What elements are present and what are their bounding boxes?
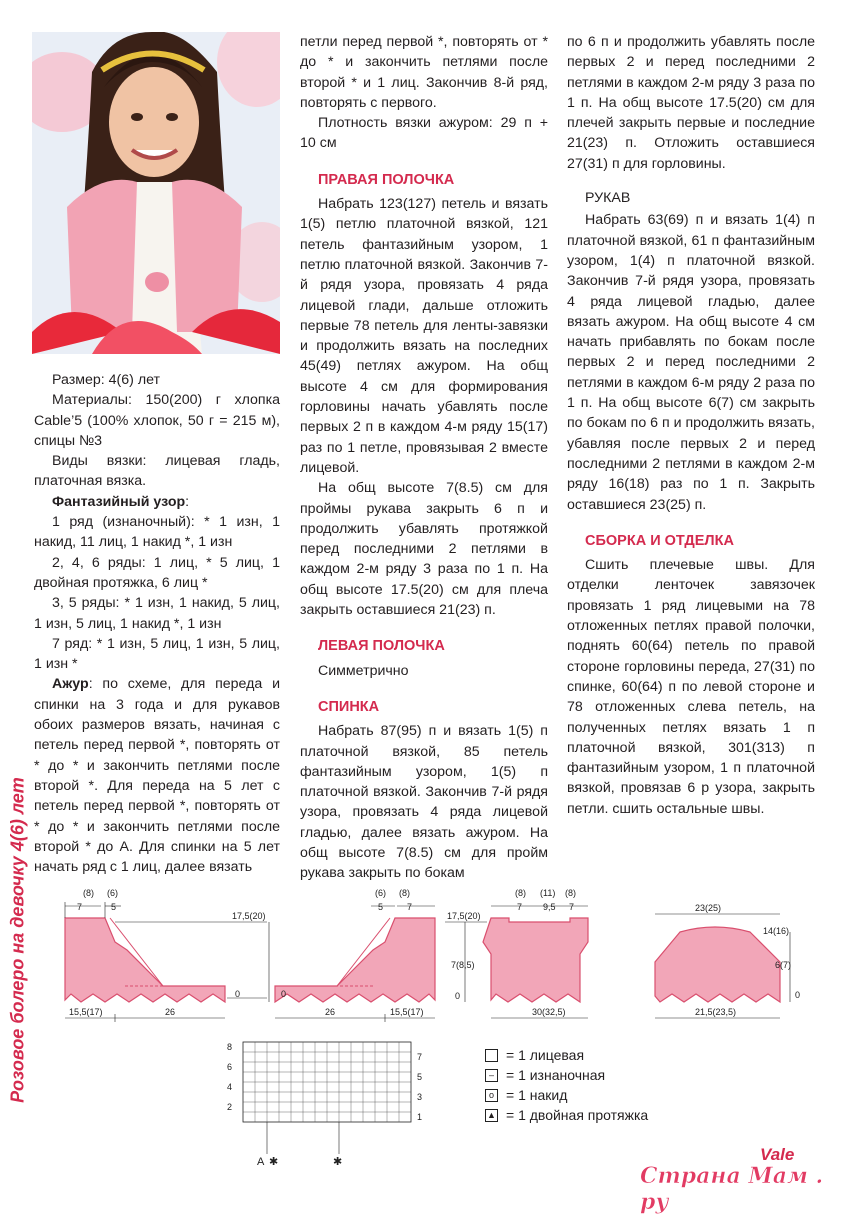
gauge-text: Плотность вязки ажуром: 29 п + 10 см (300, 115, 548, 152)
svg-text:2: 2 (227, 1102, 233, 1112)
svg-text:(6): (6) (375, 888, 386, 898)
svg-text:7: 7 (517, 902, 523, 912)
site-watermark[interactable]: Страна Мам . ру (640, 1163, 824, 1215)
svg-text:1: 1 (417, 1112, 423, 1122)
svg-text:А: А (257, 1156, 265, 1168)
back-text: Набрать 87(95) п и вязать 1(5) п платочной вязкой, 85 петель фантазийным узором, 1(5) п платочной вязкой. Закончив 7-й рядя узора, провязать 4 ряда лицевой гладью, далее вязать ажуром. На общ высоте 7(8.5) см для пройм рукава закрыть по бокам (300, 723, 548, 882)
svg-text:(8): (8) (83, 888, 94, 898)
right-front-text-2: На общ высоте 7(8.5) см для проймы рукава закрыть 6 п и продолжить убавлять протяжкой перед последними 2 петлями в каждом 2-м ряду 3 раза по 1 п. На общ высоте 17.5(20) см для плеча закрыть оставшиеся 21(23) п. (300, 480, 548, 619)
svg-text:0: 0 (795, 990, 801, 1000)
svg-text:✱: ✱ (269, 1156, 279, 1168)
stitch-types-text: Виды вязки: лицевая гладь, платочная вязка. (34, 453, 280, 490)
right-front-text-1: Набрать 123(127) петель и вязать 1(5) петлю платочной вязкой, 121 петель фантазийным узором, 1 петлю платочной вязкой. Закончив 7-й рядя узора, провязать 4 ряда лицевой глади, дальше отложить первые 78 петель для ленты-завязки и продолжить вязать на последних 45(49) петлях ажуром. На общ высоте 4 см для формирования горловины начать убавлять после первых 2 п в каждом 4-м ряду 15(17) раз по 1 петле, провязывая 2 вместе лицевой. (300, 196, 548, 476)
legend-item: ▲ = 1 двойная протяжка (485, 1105, 648, 1125)
front-right-piece (275, 888, 435, 1022)
pattern-diagrams (35, 882, 825, 1172)
materials-text: Материалы: 150(200) г хлопка Cable’5 (100% хлопок, 50 г = 215 м), спицы №3 (34, 392, 280, 449)
svg-text:9,5: 9,5 (543, 902, 556, 912)
sidebar-title-text: Розовое болеро на девочку 4(6) лет (7, 777, 28, 1103)
back-heading: СПИНКА (318, 698, 380, 715)
svg-text:7: 7 (417, 1052, 423, 1062)
size-text: Размер: 4(6) лет (52, 372, 161, 388)
svg-text:7: 7 (407, 902, 413, 912)
svg-text:(8): (8) (515, 888, 526, 898)
chart-legend (485, 1045, 648, 1125)
girl-photo (32, 32, 280, 354)
svg-text:7: 7 (77, 902, 83, 912)
row2-text: 2, 4, 6 ряды: 1 лиц, * 5 лиц, 1 двойная протяжка, 6 лиц * (34, 554, 280, 591)
sidebar-title (3, 720, 33, 1160)
svg-text:5: 5 (417, 1072, 423, 1082)
sleeve-heading: РУКАВ (585, 190, 631, 207)
sleeve-text: Набрать 63(69) п и вязать 1(4) п платочной вязкой, 61 п фантазийным узором, 1(4) п платочной вязкой. Закончив 7-й рядя узора, провязать 4 ряда лицевой гладью, далее вязать ажуром. На общ высоте 4 см начать прибавлять по бокам после первых 2 и перед последними 2 петлями в каждом 6-м ряду 2 раза по 1 п. На общ высоте 6(7) см закрыть по бокам по 6 п и продолжить вязать, убавляя после первых 2 и перед последними 2 петлями в каждом 2-м ряду 16(18) раз по 1 п. Закрыть оставшиеся 23(25) п. (567, 212, 815, 513)
svg-text:14(16): 14(16) (763, 926, 790, 936)
row1-text: 1 ряд (изнаночный): * 1 изн, 1 накид, 11 лиц, 1 накид *, 1 изн (34, 514, 280, 551)
svg-text:6: 6 (227, 1062, 233, 1072)
svg-text:30(32,5): 30(32,5) (532, 1007, 566, 1017)
svg-text:23(25): 23(25) (695, 903, 722, 913)
svg-text:4: 4 (227, 1082, 233, 1092)
svg-text:(11): (11) (540, 888, 556, 898)
knit-icon (485, 1049, 498, 1062)
svg-text:17,5(20): 17,5(20) (232, 911, 266, 921)
svg-text:0: 0 (281, 989, 287, 999)
svg-text:0: 0 (235, 989, 241, 999)
legend-item: o = 1 накид (485, 1085, 648, 1105)
double-decrease-icon: ▲ (485, 1109, 498, 1122)
svg-text:17,5(20): 17,5(20) (447, 911, 481, 921)
yarn-over-icon: o (485, 1089, 498, 1102)
svg-text:0: 0 (455, 991, 461, 1001)
text-column-2 (300, 32, 548, 884)
svg-text:21,5(23,5): 21,5(23,5) (695, 1007, 737, 1017)
ajour-text: Ажур: по схеме, для переда и спинки на 3 года и для рукавов обоих размеров вязать, начиная с петель перед первой *, повторять от * до * и закончить петлями после второй *. Для переда на 5 лет с петель перед первой *, повторять от * до * и закончить петлями после второй * до А. Для спинки на 5 лет начать ряд с 1 лиц, далее вязать (34, 676, 280, 876)
svg-text:15,5(17): 15,5(17) (390, 1007, 424, 1017)
back-piece (445, 888, 588, 1018)
svg-text:7: 7 (569, 902, 575, 912)
sleeve-piece (655, 903, 800, 1018)
front-left-piece (65, 888, 269, 1022)
legend-item: = 1 лицевая (485, 1045, 648, 1065)
svg-text:3: 3 (417, 1092, 423, 1102)
row3-text: 3, 5 ряды: * 1 изн, 1 накид, 5 лиц, 1 изн, 5 лиц, 1 накид *, 1 изн (34, 595, 280, 632)
svg-text:✱: ✱ (333, 1156, 343, 1168)
text-column-1 (34, 370, 280, 877)
svg-text:(6): (6) (107, 888, 118, 898)
right-front-heading: ПРАВАЯ ПОЛОЧКА (318, 171, 455, 188)
svg-text:5: 5 (378, 902, 384, 912)
back-continued-text: по 6 п и продолжить убавлять после первых 2 и перед последними 2 петлями в каждом 2-м ряду 3 раза по 1 п. На общ высоте 17.5(20) см для плечей закрыть первые и последние 21(23) п. Отложить оставшиеся 27(31) п для горловины. (567, 34, 815, 172)
stitch-chart (227, 1042, 422, 1168)
svg-text:(8): (8) (399, 888, 410, 898)
brand-mark: Vale (760, 1145, 795, 1164)
assembly-heading: СБОРКА И ОТДЕЛКА (585, 532, 734, 549)
text-column-3 (567, 32, 815, 819)
purl-icon: – (485, 1069, 498, 1082)
svg-text:6(7): 6(7) (775, 960, 792, 970)
svg-text:(8): (8) (565, 888, 576, 898)
svg-text:7(8,5): 7(8,5) (451, 960, 475, 970)
fancy-pattern-heading: Фантазийный узор: (52, 493, 190, 510)
ajour-continued-text: петли перед первой *, повторять от * до * и закончить петлями после второй * и 1 лиц. Закончив 8-й ряд, повторять с первого. (300, 34, 548, 111)
left-front-heading: ЛЕВАЯ ПОЛОЧКА (318, 638, 445, 655)
svg-text:26: 26 (165, 1007, 176, 1017)
assembly-text: Сшить плечевые швы. Для отделки ленточек завязочек провязать 1 ряд лицевыми на 78 отложенных петлях правой полочки, поднять 60(64) петель по правой стороне горловины переда, 27(31) по спинке, 60(64) п по левой стороне и 78 отложенных слева петель, на полученных петлях вязать 1 п платочной вязкой, 301(313) п фантазийным узором, 1 п платочной вязкой, провязав 6 р узора, закрыть петли. сшить остальные швы. (567, 557, 815, 817)
legend-item: – = 1 изнаночная (485, 1065, 648, 1085)
svg-text:8: 8 (227, 1042, 233, 1052)
svg-text:5: 5 (111, 902, 117, 912)
svg-text:26: 26 (325, 1007, 336, 1017)
left-front-text: Симметрично (318, 662, 409, 679)
row7-text: 7 ряд: * 1 изн, 5 лиц, 1 изн, 5 лиц, 1 изн * (34, 635, 280, 673)
svg-text:15,5(17): 15,5(17) (69, 1007, 103, 1017)
